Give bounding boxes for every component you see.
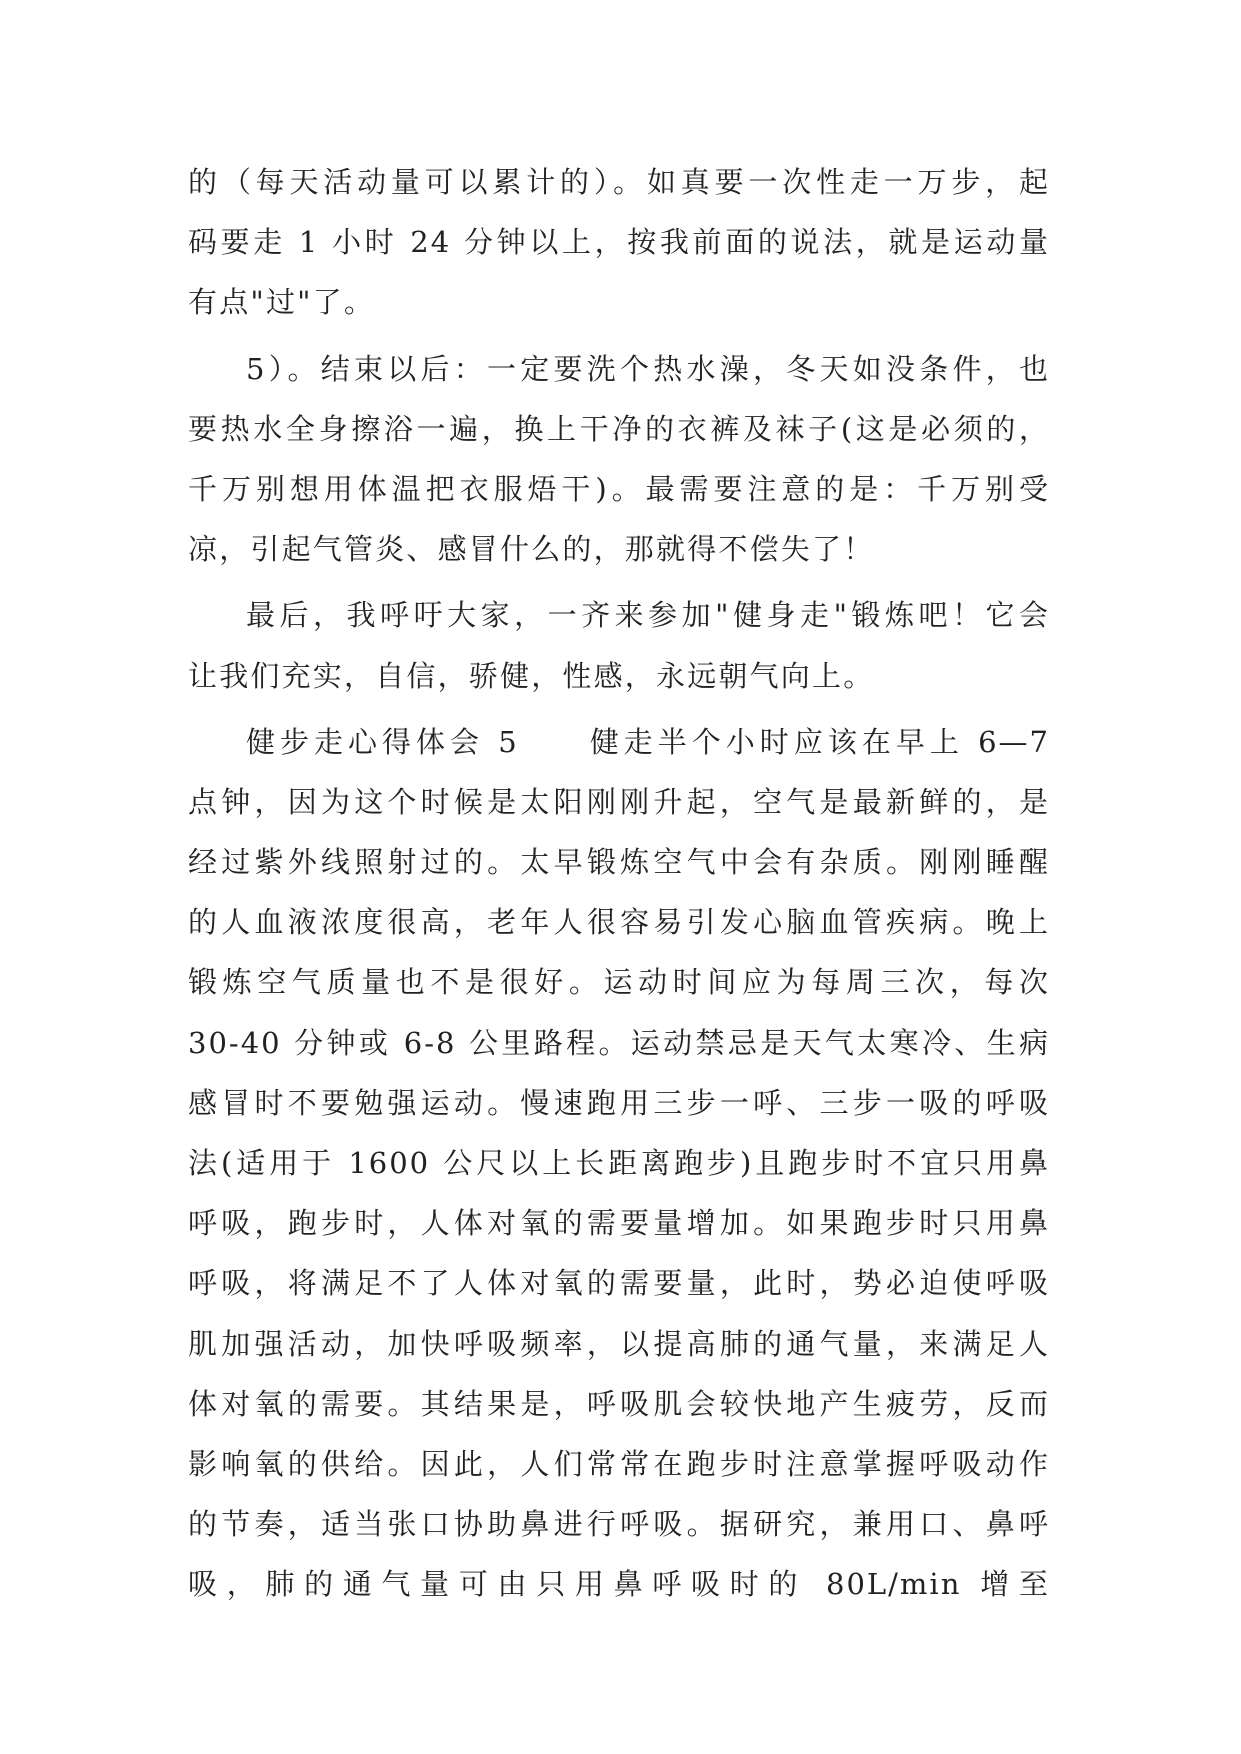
text-line: 体对氧的需要。其结果是，呼吸肌会较快地产生疲劳，反而 <box>188 1386 1050 1421</box>
text-line: 5）。结束以后：一定要洗个热水澡，冬天如没条件，也 <box>246 351 1050 386</box>
text-line: 的节奏，适当张口协助鼻进行呼吸。据研究，兼用口、鼻呼 <box>188 1507 1050 1542</box>
text-line: 肌加强活动，加快呼吸频率，以提高肺的通气量，来满足人 <box>188 1326 1050 1361</box>
text-line: 最后，我呼吁大家，一齐来参加"健身走"锻炼吧！它会 <box>246 598 1050 633</box>
text-line: 健步走心得体会 5 健走半个小时应该在早上 6—7 <box>246 724 1050 759</box>
text-line: 千万别想用体温把衣服焐干)。最需要注意的是：千万别受 <box>188 471 1050 506</box>
text-line: 让我们充实，自信，骄健，性感，永远朝气向上。 <box>188 658 875 693</box>
text-line: 吸，肺的通气量可由只用鼻呼吸时的 80L/min 增至 <box>188 1567 1050 1602</box>
text-line: 呼吸，将满足不了人体对氧的需要量，此时，势必迫使呼吸 <box>188 1266 1050 1301</box>
text-line: 有点"过"了。 <box>188 285 376 320</box>
text-line: 凉，引起气管炎、感冒什么的，那就得不偿失了！ <box>188 532 875 567</box>
text-line: 点钟，因为这个时候是太阳刚刚升起，空气是最新鲜的，是 <box>188 784 1050 819</box>
text-line: 法(适用于 1600 公尺以上长距离跑步)且跑步时不宜只用鼻 <box>188 1146 1050 1180</box>
text-line: 的人血液浓度很高，老年人很容易引发心脑血管疾病。晚上 <box>188 905 1050 940</box>
text-line: 30-40 分钟或 6-8 公里路程。运动禁忌是天气太寒冷、生病 <box>188 1025 1050 1060</box>
text-line: 码要走 1 小时 24 分钟以上，按我前面的说法，就是运动量 <box>188 225 1050 260</box>
text-line: 要热水全身擦浴一遍，换上干净的衣裤及袜子(这是必须的， <box>188 411 1050 446</box>
text-line: 影响氧的供给。因此，人们常常在跑步时注意掌握呼吸动作 <box>188 1446 1050 1481</box>
text-line: 锻炼空气质量也不是很好。运动时间应为每周三次，每次 <box>188 965 1050 1000</box>
document-page <box>188 158 1050 1621</box>
text-line: 感冒时不要勉强运动。慢速跑用三步一呼、三步一吸的呼吸 <box>188 1085 1050 1120</box>
text-line: 呼吸，跑步时，人体对氧的需要量增加。如果跑步时只用鼻 <box>188 1206 1050 1241</box>
text-line: 经过紫外线照射过的。太早锻炼空气中会有杂质。刚刚睡醒 <box>188 845 1050 880</box>
text-line: 的（每天活动量可以累计的）。如真要一次性走一万步，起 <box>188 165 1050 199</box>
